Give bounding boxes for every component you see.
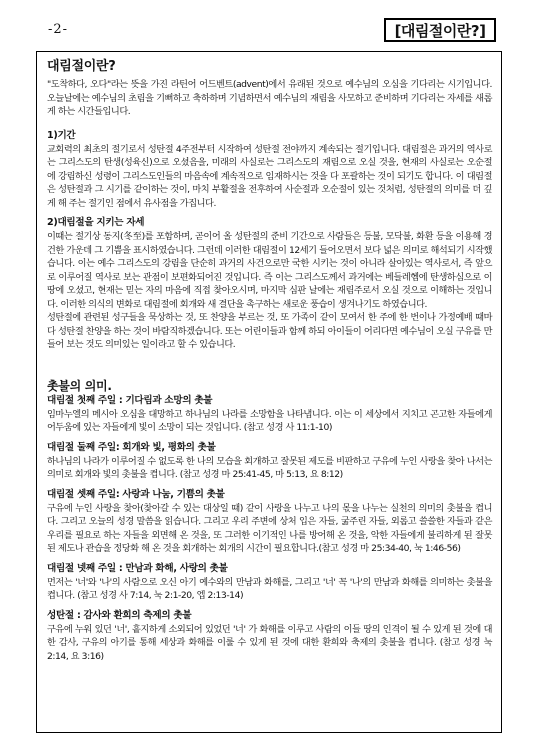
period-heading: 1)기간 <box>47 129 76 141</box>
candle-week-body: 먼저는 '너'와 '나'의 사람으로 오신 아기 예수와의 만남과 화해를, 그리고 '너' 꼭 '나'의 만남과 화해를 의미하는 촛불을 켭니다. (참고 성경 사 7:14, 눅 2:1-20, 엡 2:13-14) <box>47 576 492 601</box>
intro-body: "도착하다, 오다"라는 뜻을 가진 라틴어 어드벤트(advent)에서 유래된 것으로 예수님의 오심을 기다리는 시기입니다. 오늘날에는 예수님의 초림을 기뻐하고 축하하며 기념하면서 예수님의 재림을 사모하고 준비하며 기다리는 자세를 새롭게 하는 시간들입니다. <box>47 79 492 117</box>
candle-week-body: 구유에 누워 있던 '너', 흩지하게 소외되어 있었던 '너' 가 화해를 이루고 사람의 이들 땅의 인격이 될 수 있게 된 것에 대한 감사, 구유의 아기를 통해 세상과 화해를 이룰 수 있게 된 것에 대한 환희와 축제의 촛불을 켭니다. (참고 성경 눅 2:14, 요 3:16) <box>47 623 492 662</box>
content-box <box>36 51 502 733</box>
candle-week-body: 임마누엘의 메시아 오심을 대망하고 하나님의 나라를 소망함을 나타냅니다. 이는 이 세상에서 지치고 곤고한 자들에게 어두움에 있는 자들에게 빛이 소망이 되는 것입니다. (참고 성경 사 11:1-10) <box>47 408 492 433</box>
candle-week-heading: 대림절 셋째 주일: 사랑과 나눔, 기쁨의 촛불 <box>47 488 225 500</box>
candle-week-1 <box>47 394 492 435</box>
candle-week-heading: 대림절 둘째 주일: 회개와 빛, 평화의 촛불 <box>47 441 216 453</box>
intro-title: 대림절이란? <box>47 59 116 74</box>
page-number: -2- <box>48 22 69 37</box>
page-title-box <box>384 18 496 42</box>
period-body: 교회력의 최초의 절기로서 성탄절 4주전부터 시작하여 성탄절 전야까지 계속되는 절기입니다. 대림절은 과거의 역사로는 그리스도의 탄생(성육신)으로 오셨음을, 미래의 사실로는 그리스도의 재림으로 오실 것을, 현재의 사실로는 오순절에 강림하신 성령이 그리스도인들의 마음속에 계속적으로 임재하시는 것을 다 포괄하는 것이 되기도 합니다. 이 대림절은 성탄절과 그 시기를 같이하는 것이, 마치 부활절을 전후하여 사순절과 오순절이 있는 것처럼, 성탄절의 의미를 더 깊게 해 주는 절기인 점에서 유사점을 가집니다. <box>47 143 492 209</box>
candle-christmas <box>47 609 492 664</box>
candle-week-2 <box>47 441 492 482</box>
candle-week-heading: 대림절 넷째 주일 : 만남과 화해, 사랑의 촛불 <box>47 562 228 574</box>
candle-week-heading: 대림절 첫째 주일 : 기다림과 소망의 촛불 <box>47 394 213 406</box>
attitude-heading: 2)대림절을 지키는 자세 <box>47 217 145 228</box>
candles-title: 촛불의 의미. <box>47 378 112 393</box>
page-header <box>0 0 536 50</box>
candle-week-body: 하나님의 나라가 이루어질 수 없도록 한 나의 모습을 회개하고 잘못된 제도를 비판하고 구유에 누인 사랑을 찾아 나서는 의미로 회개와 빛의 촛불을 켭니다. (참고 성경 마 25:41-45, 마 5:13, 요 8:12) <box>47 455 492 480</box>
candle-week-3 <box>47 488 492 556</box>
candle-week-4 <box>47 562 492 603</box>
page-title: [대림절이란?] <box>394 21 486 40</box>
attitude-body-1: 이때는 절기상 동지(冬至)를 포함하며, 곧이어 올 성탄절의 준비 기간으로 사람들은 등불, 모닥불, 화환 등을 이용해 경건한 가운데 그 기쁨을 표시하였습니다. 그런데 이러한 대림절이 12세기 들어오면서 보다 넓은 의미로 해석되기 시작했습니다. 이는 예수 그리스도의 강림을 단순히 과거의 사건으로만 국한 시키는 것이 아니라 살아있는 역사로서, 즉 앞으로 이루어질 역사로 보는 관점이 보편화되어진 것입니다. 즉 이는 그리스도께서 과거에는 베들레헴에 탄생하심으로 이 땅에 오셨고, 현재는 믿는 자의 마음에 직접 찾아오시며, 마지막 심판 날에는 재림주로서 오실 것으로 이해하는 것입니다. 이러한 의식의 변화로 대림절에 회개와 새 결단을 촉구하는 새로운 풍습이 생겨나기도 하였습니다. <box>47 231 492 310</box>
candle-week-body: 구유에 누인 사랑을 찾아(찾아갈 수 있는 대상일 때) 같이 사랑을 나누고 나의 몫을 나누는 실천의 의미의 촛불을 켭니다. 그리고 오늘의 성경 말씀을 읽습니다. 그리고 우리 주변에 상처 입은 자들, 굶주린 자들, 외롭고 쓸쓸한 자들과 같은 우리를 필요로 하는 자들을 외면해 온 것을, 또 그러한 이기적인 나를 방어해 온 것을, 악한 자들에게 불리하게 된 잘못된 제도나 관습을 정당화 해 온 것을 회개하는 회개의 시간이 필요합니다.(참고 성경 마 25:34-40, 눅 1:46-56) <box>47 502 492 554</box>
attitude-body-2: 성탄절에 관련된 성구들을 묵상하는 것, 또 찬양을 부르는 것, 또 가족이 같이 모여서 한 주에 한 번이나 가정예배 때마다 성탄절 찬양을 하는 것이 바람직하겠습니다. 또는 어린이들과 함께 하되 아이들이 어리다면 예수님이 오실 구유를 만들어 보는 것도 의미있는 일이라고 할 수 있습니다. <box>47 312 492 350</box>
candle-week-heading: 성탄절 : 감사와 환희의 축제의 촛불 <box>47 609 192 621</box>
